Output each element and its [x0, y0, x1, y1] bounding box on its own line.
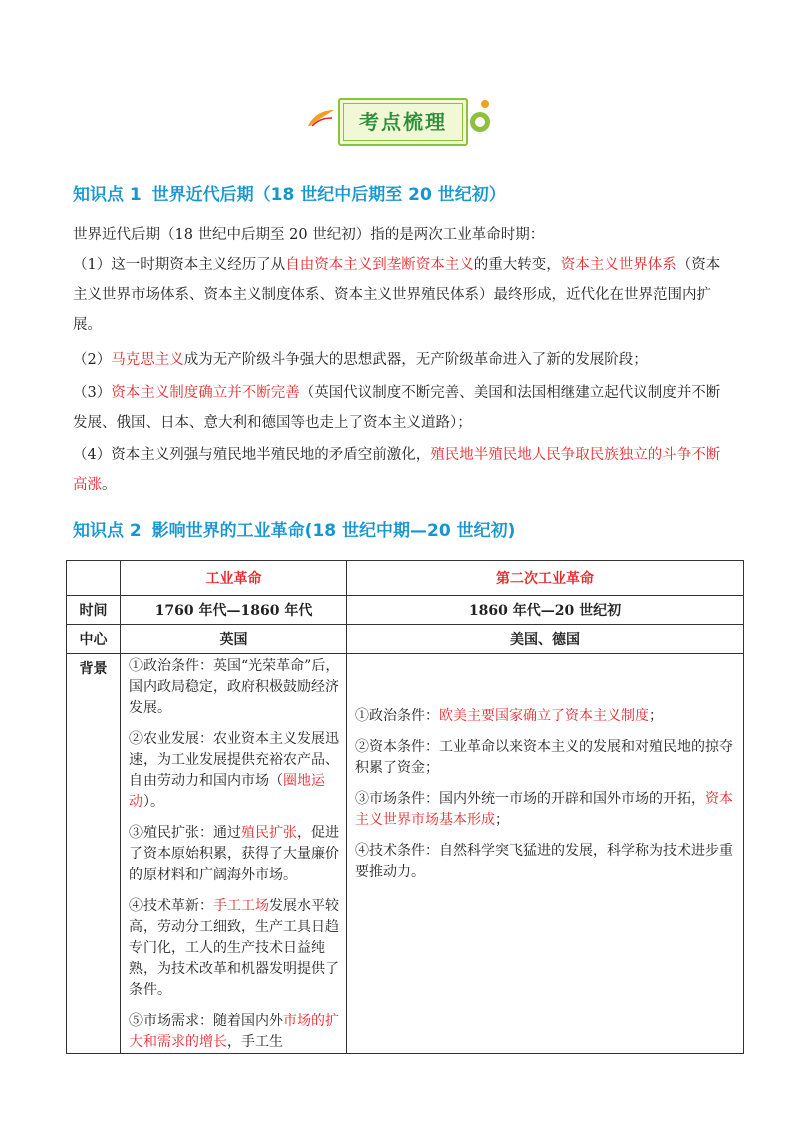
kp2-heading [73, 516, 519, 541]
c2-item-3-text-a: ③市场条件：国内外统一市场的开辟和国外市场的开拓， [355, 791, 705, 807]
row-background-c2 [347, 654, 744, 1054]
kp1-item-4-text-b: 。 [102, 477, 117, 493]
banner-box [338, 98, 468, 146]
banner-title: 考点梳理 [359, 110, 447, 134]
c2-item-1 [347, 706, 743, 727]
kp1-intro: 世界近代后期（18 世纪中后期至 20 世纪初）指的是两次工业革命时期： [73, 227, 545, 243]
row-center-c2: 美国、德国 [347, 625, 744, 654]
table-corner-cell [67, 561, 121, 596]
c1-item-1: ①政治条件：英国“光荣革命”后，国内政局稳定，政府积极鼓励经济发展。 [129, 658, 340, 716]
kp1-item-1 [73, 250, 733, 340]
kp1-item-1-text-b: 的重大转变， [473, 257, 561, 273]
kp1-item-1-highlight-1: 自由资本主义到垄断资本主义 [285, 257, 474, 273]
c2-item-3-highlight: 资本主义世界市场基本形成 [355, 791, 733, 828]
kp1-item-1-text-a: （1）这一时期资本主义经历了从 [73, 257, 286, 273]
kp1-item-2-highlight: 马克思主义 [111, 352, 184, 368]
kp2-heading-title: 影响世界的工业革命(18 世纪中期—20 世纪初) [151, 521, 516, 541]
kp1-item-3-highlight: 资本主义制度确立并不断完善 [111, 385, 300, 401]
kp2-heading-num: 知识点 2 [73, 521, 142, 541]
kp1-item-3-text-b: （英国代议制度不断完善、美国和法国相继建立起代议制度并不断发展、俄国、日本、意大利和德国等也走上了资本主义道路）； [73, 385, 721, 431]
row-background-label: 背景 [67, 654, 121, 1054]
row-time-c1: 1760 年代—1860 年代 [121, 596, 347, 625]
kp1-item-2-text-a: （2） [73, 352, 112, 368]
c1-item-2-highlight: 圈地运动 [129, 773, 325, 810]
kp1-item-2-text-b: 成为无产阶级斗争强大的思想武器，无产阶级革命进入了新的发展阶段； [183, 352, 648, 368]
c1-item-3-text-b: ，促进了资本原始积累，获得了大量廉价的原材料和广阔海外市场。 [129, 825, 339, 883]
table-row [67, 654, 744, 1054]
c1-item-3-highlight: 殖民扩张 [241, 825, 297, 841]
col2-header: 第二次工业革命 [347, 561, 744, 596]
c1-item-2 [121, 729, 346, 813]
c2-item-2: ②资本条件：工业革命以来资本主义的发展和对殖民地的掠夺积累了资金； [355, 739, 733, 776]
c1-item-4 [121, 896, 346, 1001]
c1-item-5-text-b: ，手工生 [227, 1034, 283, 1050]
c2-item-3-text-b: ； [495, 812, 509, 828]
c2-item-4: ④技术条件：自然科学突飞猛进的发展，科学称为技术进步重要推动力。 [355, 843, 733, 880]
c1-item-4-text-b: 发展水平较高，劳动分工细致，生产工具日趋专门化，工人的生产技术日益纯熟，为技术改革和机器发明提供了条件。 [129, 898, 339, 998]
c2-item-1-text-b: ； [649, 708, 663, 724]
section-banner [0, 92, 800, 152]
kp1-item-1-highlight-2: 资本主义世界体系 [560, 257, 677, 273]
kp1-item-2 [73, 345, 733, 375]
kp1-item-3-text-a: （3） [73, 385, 112, 401]
kp1-heading-num: 知识点 1 [73, 185, 142, 205]
table-row [67, 596, 744, 625]
c1-item-5-text-a: ⑤市场需求：随着国内外 [129, 1013, 283, 1029]
table-header-row [67, 561, 744, 596]
kp1-item-4-text-a: （4）资本主义列强与殖民地半殖民地的矛盾空前激化， [73, 447, 431, 463]
c1-item-2-text-b: ）。 [143, 794, 164, 810]
c2-item-1-highlight: 欧美主要国家确立了资本主义制度 [439, 708, 649, 724]
c1-item-2-text-a: ②农业发展：农业资本主义发展迅速，为工业发展提供充裕农产品、自由劳动力和国内市场（ [129, 731, 339, 789]
kp1-item-4-highlight: 殖民地半殖民地人民争取民族独立的斗争不断高涨 [73, 447, 721, 493]
row-center-label: 中心 [67, 625, 121, 654]
col1-header: 工业革命 [121, 561, 347, 596]
c1-item-3 [121, 823, 346, 886]
swirl-decoration-icon [466, 96, 492, 136]
c1-item-4-highlight: 手工工场 [213, 898, 269, 914]
c2-item-3 [347, 789, 743, 831]
industrial-revolution-table [66, 560, 744, 1054]
kp1-item-1-text-c: （资本主义世界市场体系、资本主义制度体系、资本主义世界殖民体系）最终形成，近代化在世界范围内扩展。 [73, 257, 721, 333]
leaf-decoration-icon [306, 106, 336, 128]
row-background-c1 [121, 654, 347, 1054]
kp1-heading [73, 180, 510, 205]
kp1-item-3 [73, 378, 733, 438]
c1-item-3-text-a: ③殖民扩张：通过 [129, 825, 241, 841]
c1-item-5 [121, 1011, 346, 1053]
row-time-c2: 1860 年代—20 世纪初 [347, 596, 744, 625]
table-row [67, 625, 744, 654]
kp1-heading-title: 世界近代后期（18 世纪中后期至 20 世纪初） [151, 185, 506, 205]
row-center-c1: 英国 [121, 625, 347, 654]
c2-item-1-text-a: ①政治条件： [355, 708, 439, 724]
c1-item-4-text-a: ④技术革新： [129, 898, 213, 914]
row-time-label: 时间 [67, 596, 121, 625]
c1-item-5-highlight: 市场的扩大和需求的增长 [129, 1013, 339, 1050]
kp1-item-4 [73, 440, 733, 500]
